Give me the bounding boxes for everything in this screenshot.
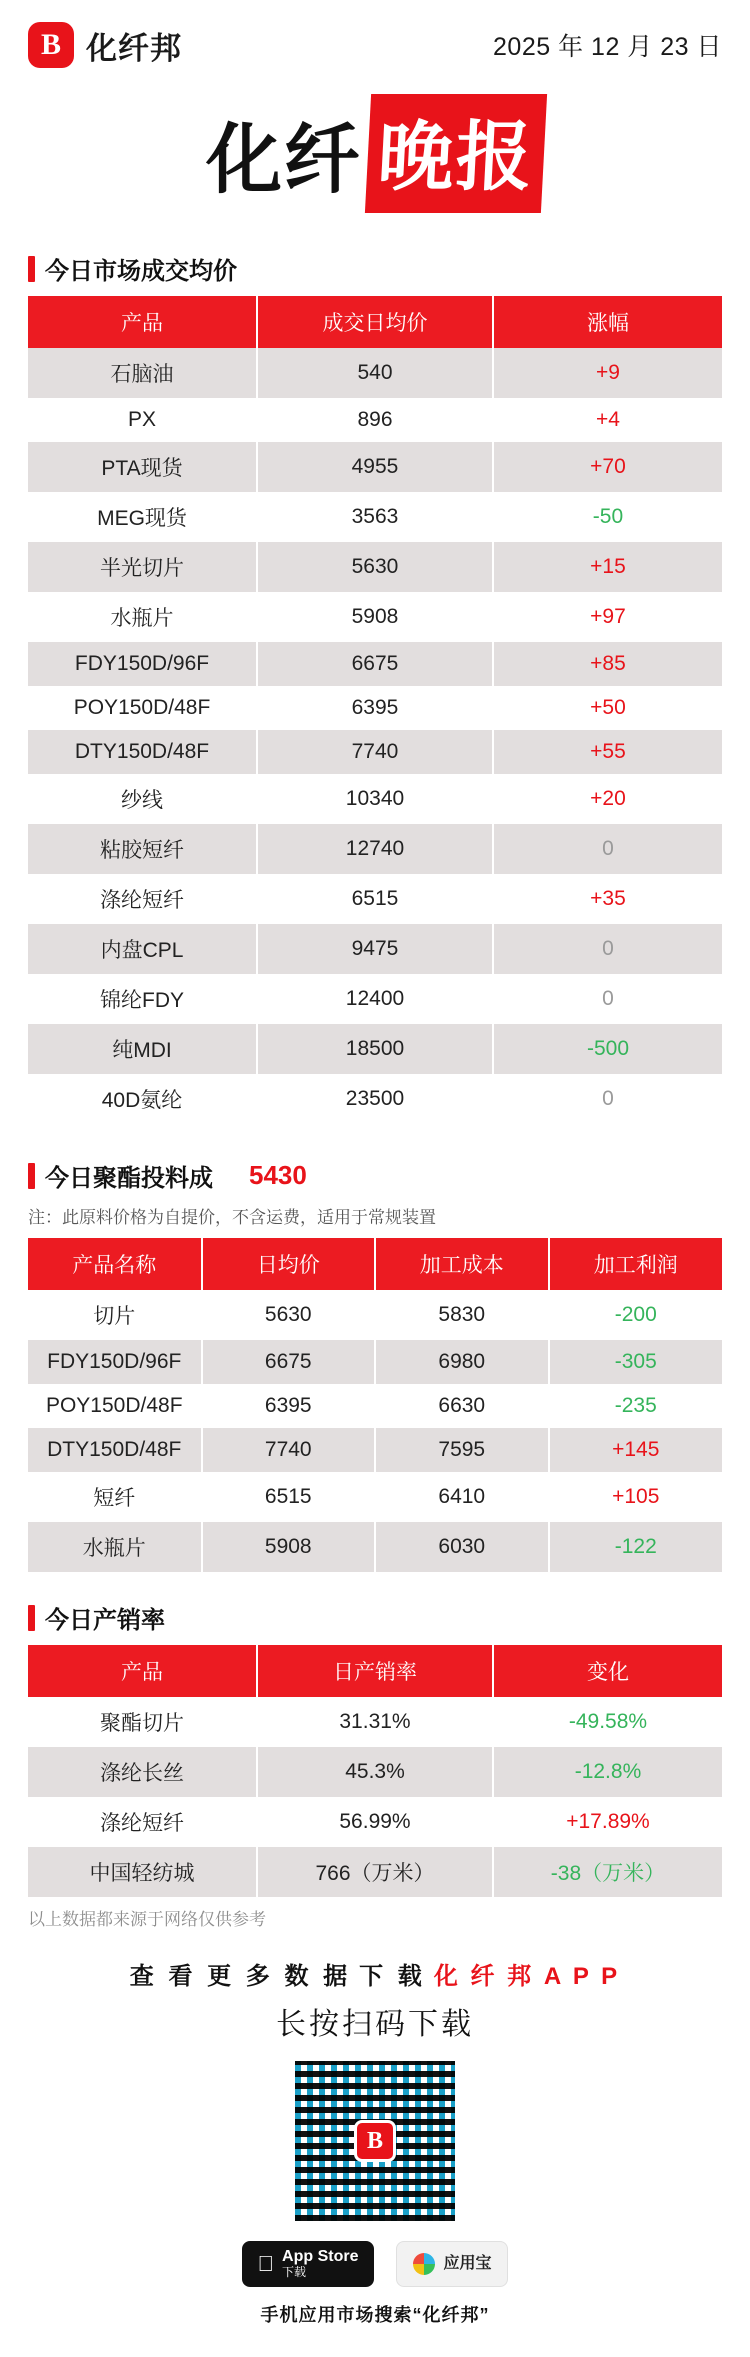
column-header-product: 产品 xyxy=(28,1645,257,1697)
table-cell: 0 xyxy=(493,974,722,1024)
title-word-highlight: 晚报 xyxy=(365,94,547,213)
brand-name: 化纤邦 xyxy=(86,30,182,66)
table-cell: 中国轻纺城 xyxy=(28,1847,257,1897)
app-store-sub: 下载 xyxy=(273,2265,298,2280)
table-cell: 6675 xyxy=(202,1340,376,1384)
table-row xyxy=(28,1797,722,1847)
section-title: 今日市场成交均价 xyxy=(45,258,237,285)
table-cell: +35 xyxy=(493,874,722,924)
page-footer xyxy=(0,1956,750,2327)
yingyongbao-icon xyxy=(413,2253,435,2275)
table-cell: -38（万米） xyxy=(493,1847,722,1897)
table-row xyxy=(28,1697,722,1747)
title-word-primary: 化纤 xyxy=(206,119,362,203)
table-header-row xyxy=(28,296,722,348)
table-cell: +55 xyxy=(493,730,722,774)
table-cell: 6030 xyxy=(375,1522,549,1572)
store-badges xyxy=(0,2241,750,2287)
table-row xyxy=(28,1290,722,1340)
table-cell: PX xyxy=(28,398,257,442)
brand xyxy=(28,22,182,68)
footer-scan-hint: 长按扫码下载 xyxy=(276,2008,474,2041)
table-cell: 纱线 xyxy=(28,774,257,824)
table-cell: 石脑油 xyxy=(28,348,257,398)
table-row xyxy=(28,1074,722,1124)
table-cell: +70 xyxy=(493,442,722,492)
section-accent-bar xyxy=(28,256,35,282)
section-note: 注：此原料价格为自提价，不含运费，适用于常规装置 xyxy=(28,1208,436,1227)
qr-center-logo: B xyxy=(354,2120,396,2162)
table-cell: MEG现货 xyxy=(28,492,257,542)
sales-rate-table xyxy=(28,1645,722,1897)
table-cell: -235 xyxy=(549,1384,723,1428)
table-cell: +85 xyxy=(493,642,722,686)
table-row xyxy=(28,730,722,774)
table-cell: POY150D/48F xyxy=(28,1384,202,1428)
table-cell: POY150D/48F xyxy=(28,686,257,730)
table-cell: FDY150D/96F xyxy=(28,642,257,686)
table-row xyxy=(28,592,722,642)
apple-icon xyxy=(258,2251,275,2277)
table-cell: 6515 xyxy=(257,874,493,924)
table-cell: 7595 xyxy=(375,1428,549,1472)
table-cell: 9475 xyxy=(257,924,493,974)
table-cell: 3563 xyxy=(257,492,493,542)
yingyongbao-badge[interactable] xyxy=(396,2241,508,2287)
table-row xyxy=(28,398,722,442)
table-cell: 0 xyxy=(493,824,722,874)
table-cell: 6675 xyxy=(257,642,493,686)
table-row xyxy=(28,1340,722,1384)
table-cell: 聚酯切片 xyxy=(28,1697,257,1747)
table-header-row xyxy=(28,1238,722,1290)
footer-cta-app: 化 纤 邦 A P P xyxy=(433,1963,621,1990)
qr-code-icon[interactable] xyxy=(291,2057,459,2225)
app-store-badge[interactable] xyxy=(242,2241,375,2287)
data-source-footnote: 以上数据都来源于网络仅供参考 xyxy=(28,1910,266,1929)
column-header-price: 成交日均价 xyxy=(257,296,493,348)
table-row xyxy=(28,542,722,592)
table-row xyxy=(28,924,722,974)
table-cell: 7740 xyxy=(202,1428,376,1472)
table-cell: FDY150D/96F xyxy=(28,1340,202,1384)
table-cell: 540 xyxy=(257,348,493,398)
polyester-cost-value: 5430 xyxy=(249,1160,307,1190)
yingyongbao-label: 应用宝 xyxy=(435,2254,484,2272)
table-header-row xyxy=(28,1645,722,1697)
page-header xyxy=(0,0,750,78)
table-cell: DTY150D/48F xyxy=(28,730,257,774)
app-store-label: App Store xyxy=(273,2248,351,2265)
table-row xyxy=(28,1522,722,1572)
table-cell: 18500 xyxy=(257,1024,493,1074)
table-row xyxy=(28,1384,722,1428)
table-cell: 0 xyxy=(493,924,722,974)
table-row xyxy=(28,974,722,1024)
table-cell: 6980 xyxy=(375,1340,549,1384)
table-cell: -49.58% xyxy=(493,1697,722,1747)
table-cell: 0 xyxy=(493,1074,722,1124)
table-cell: +20 xyxy=(493,774,722,824)
table-cell: 766（万米） xyxy=(257,1847,493,1897)
footer-search-hint: 手机应用市场搜索“化纤邦” xyxy=(260,2305,490,2326)
table-cell: 涤纶短纤 xyxy=(28,1797,257,1847)
table-cell: 5630 xyxy=(202,1290,376,1340)
table-cell: DTY150D/48F xyxy=(28,1428,202,1472)
table-cell: 锦纶FDY xyxy=(28,974,257,1024)
table-cell: 23500 xyxy=(257,1074,493,1124)
table-cell: 切片 xyxy=(28,1290,202,1340)
table-cell: +97 xyxy=(493,592,722,642)
table-cell: 6410 xyxy=(375,1472,549,1522)
table-cell: -122 xyxy=(549,1522,723,1572)
table-cell: 6395 xyxy=(202,1384,376,1428)
section-heading-sales-rate xyxy=(28,1600,722,1635)
table-cell: +50 xyxy=(493,686,722,730)
table-cell: 涤纶长丝 xyxy=(28,1747,257,1797)
column-header-product: 产品 xyxy=(28,296,257,348)
table-cell: 7740 xyxy=(257,730,493,774)
table-row xyxy=(28,1847,722,1897)
title-banner xyxy=(28,88,722,227)
brand-logo-icon: B xyxy=(28,22,74,68)
footer-cta-line xyxy=(0,1956,750,1991)
table-cell: 56.99% xyxy=(257,1797,493,1847)
table-row xyxy=(28,874,722,924)
table-cell: +9 xyxy=(493,348,722,398)
table-row xyxy=(28,774,722,824)
qr-code-wrap xyxy=(0,2057,750,2225)
table-cell: 40D氨纶 xyxy=(28,1074,257,1124)
market-price-table xyxy=(28,296,722,1124)
table-cell: 短纤 xyxy=(28,1472,202,1522)
table-row xyxy=(28,824,722,874)
table-cell: +17.89% xyxy=(493,1797,722,1847)
table-cell: -12.8% xyxy=(493,1747,722,1797)
section-accent-bar xyxy=(28,1163,35,1189)
table-cell: 6515 xyxy=(202,1472,376,1522)
table-cell: 水瓶片 xyxy=(28,592,257,642)
table-cell: -50 xyxy=(493,492,722,542)
column-header-process-profit: 加工利润 xyxy=(549,1238,723,1290)
footer-cta-mid: 下 载 xyxy=(359,1963,426,1990)
table-cell: 5630 xyxy=(257,542,493,592)
table-cell: 5908 xyxy=(202,1522,376,1572)
column-header-change: 涨幅 xyxy=(493,296,722,348)
section-accent-bar xyxy=(28,1605,35,1631)
table-cell: PTA现货 xyxy=(28,442,257,492)
table-cell: +4 xyxy=(493,398,722,442)
table-cell: -200 xyxy=(549,1290,723,1340)
table-cell: -305 xyxy=(549,1340,723,1384)
table-cell: 粘胶短纤 xyxy=(28,824,257,874)
polyester-cost-table xyxy=(28,1238,722,1572)
table-cell: 涤纶短纤 xyxy=(28,874,257,924)
table-cell: 31.31% xyxy=(257,1697,493,1747)
table-row xyxy=(28,1747,722,1797)
column-header-rate: 日产销率 xyxy=(257,1645,493,1697)
table-row xyxy=(28,492,722,542)
section-heading-polyester-cost xyxy=(28,1158,722,1193)
table-cell: 内盘CPL xyxy=(28,924,257,974)
table-cell: +145 xyxy=(549,1428,723,1472)
table-row xyxy=(28,1024,722,1074)
table-cell: 6395 xyxy=(257,686,493,730)
table-cell: 半光切片 xyxy=(28,542,257,592)
table-row xyxy=(28,642,722,686)
table-cell: 5908 xyxy=(257,592,493,642)
section-title: 今日聚酯投料成 xyxy=(45,1165,213,1192)
table-row xyxy=(28,348,722,398)
table-row xyxy=(28,1472,722,1522)
table-cell: 10340 xyxy=(257,774,493,824)
section-heading-market-price xyxy=(28,251,722,286)
publish-date: 2025 年 12 月 23 日 xyxy=(493,33,722,61)
table-cell: 12400 xyxy=(257,974,493,1024)
table-cell: 45.3% xyxy=(257,1747,493,1797)
table-cell: 4955 xyxy=(257,442,493,492)
table-cell: -500 xyxy=(493,1024,722,1074)
table-row xyxy=(28,442,722,492)
table-cell: 12740 xyxy=(257,824,493,874)
section-title: 今日产销率 xyxy=(45,1607,165,1634)
table-row xyxy=(28,686,722,730)
table-cell: 6630 xyxy=(375,1384,549,1428)
table-row xyxy=(28,1428,722,1472)
table-cell: +15 xyxy=(493,542,722,592)
table-cell: 水瓶片 xyxy=(28,1522,202,1572)
table-cell: 5830 xyxy=(375,1290,549,1340)
table-cell: 896 xyxy=(257,398,493,442)
column-header-change: 变化 xyxy=(493,1645,722,1697)
table-cell: +105 xyxy=(549,1472,723,1522)
table-cell: 纯MDI xyxy=(28,1024,257,1074)
footer-cta-left: 查 看 更 多 数 据 xyxy=(129,1963,352,1990)
column-header-daily-price: 日均价 xyxy=(202,1238,376,1290)
column-header-process-cost: 加工成本 xyxy=(375,1238,549,1290)
column-header-product-name: 产品名称 xyxy=(28,1238,202,1290)
